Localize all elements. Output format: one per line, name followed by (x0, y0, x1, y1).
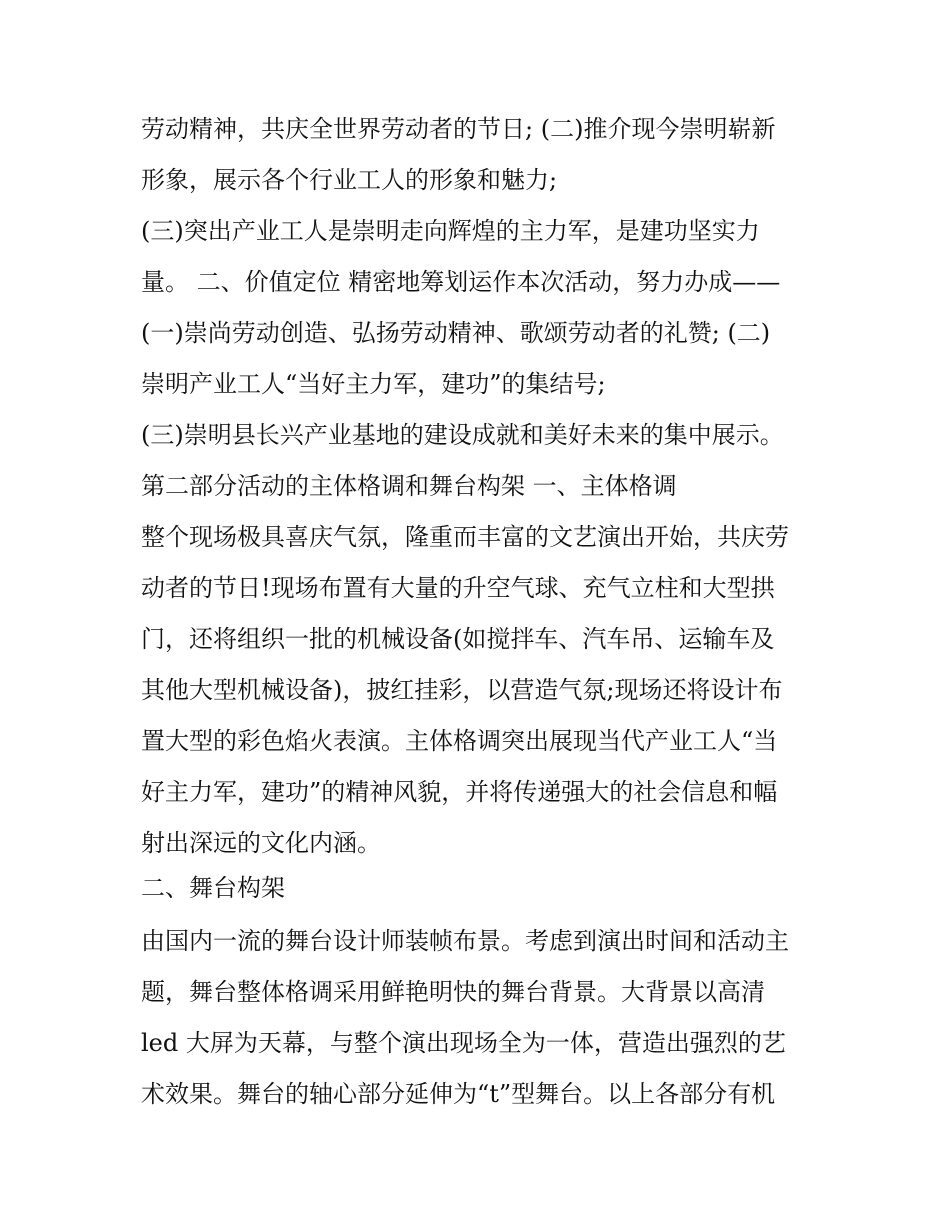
text-line: 门，还将组织一批的机械设备(如搅拌车、汽车吊、运输车及 (141, 625, 775, 653)
text-line: 射出深远的文化内涵。 (141, 829, 381, 857)
text-line: (三)突出产业工人是崇明走向辉煌的主力军，是建功坚实力 (141, 217, 760, 245)
text-line: 由国内一流的舞台设计师装帧布景。考虑到演出时间和活动主 (141, 927, 789, 955)
subsection-heading: 二、舞台构架 (141, 874, 285, 902)
text-line: 题，舞台整体格调采用鲜艳明快的舞台背景。大背景以高清 (141, 978, 765, 1006)
text-line: 崇明产业工人“当好主力军，建功”的集结号; (141, 370, 606, 398)
section-heading: 第二部分活动的主体格调和舞台构架 一、主体格调 (141, 472, 677, 500)
text-line: 好主力军，建功”的精神风貌，并将传递强大的社会信息和幅 (141, 778, 778, 806)
text-line: 整个现场极具喜庆气氛，隆重而丰富的文艺演出开始，共庆劳 (141, 523, 789, 551)
text-line: 其他大型机械设备)，披红挂彩，以营造气氛;现场还将设计布 (141, 676, 783, 704)
text-line: 劳动精神，共庆全世界劳动者的节日; (二)推介现今崇明崭新 (141, 115, 776, 143)
text-line: (三)崇明县长兴产业基地的建设成就和美好未来的集中展示。 (141, 421, 784, 449)
text-line: led 大屏为天幕，与整个演出现场全为一体，营造出强烈的艺 (141, 1029, 786, 1057)
text-line: 量。 二、价值定位 精密地筹划运作本次活动，努力办成—— (141, 268, 781, 296)
text-line: 术效果。舞台的轴心部分延伸为“t”型舞台。以上各部分有机 (141, 1080, 776, 1108)
text-line: 动者的节日!现场布置有大量的升空气球、充气立柱和大型拱 (141, 574, 775, 602)
text-line: (一)崇尚劳动创造、弘扬劳动精神、歌颂劳动者的礼赞; (二) (141, 319, 771, 347)
text-line: 置大型的彩色焰火表演。主体格调突出展现当代产业工人“当 (141, 727, 778, 755)
text-line: 形象，展示各个行业工人的形象和魅力; (141, 166, 558, 194)
